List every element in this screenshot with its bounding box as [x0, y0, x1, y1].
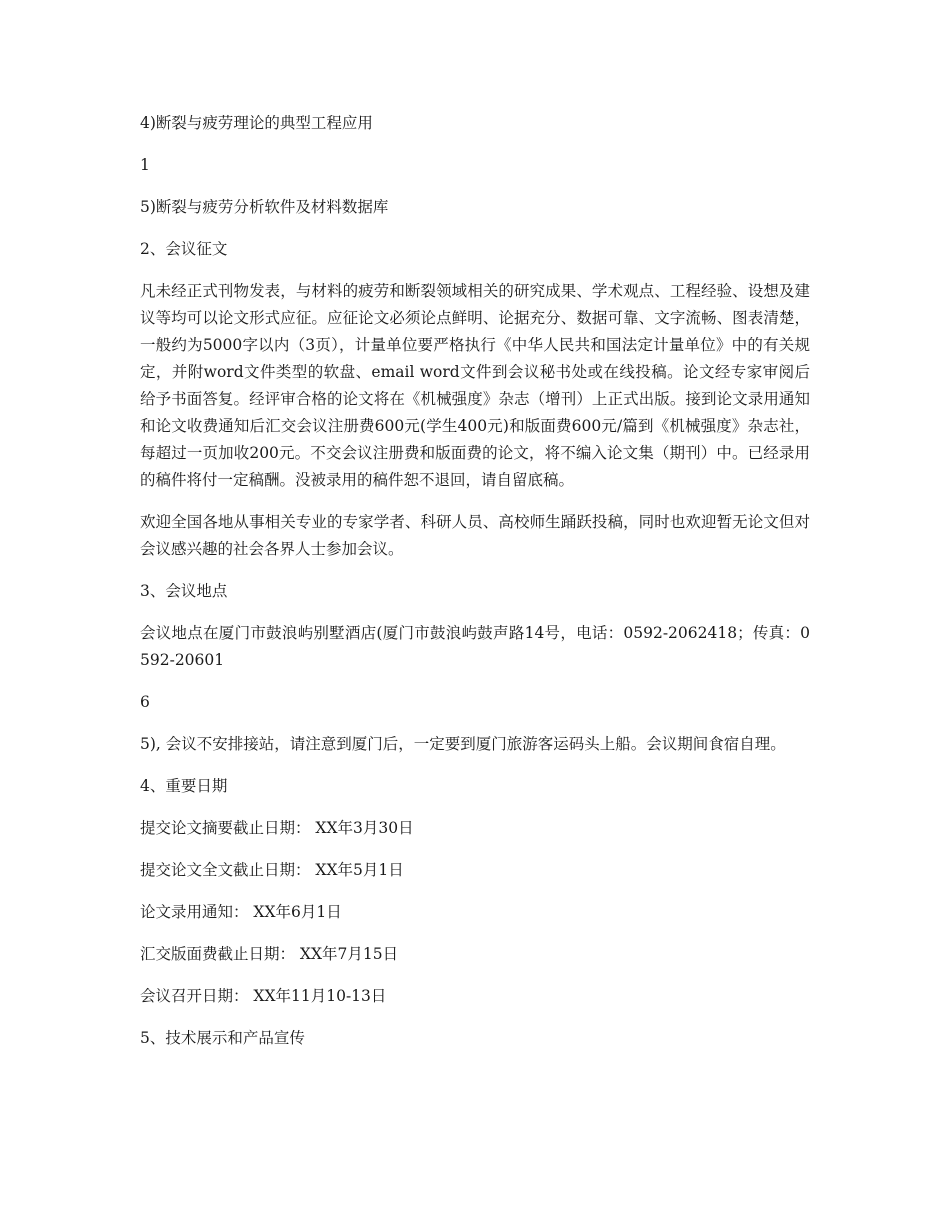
- section-heading-exhibition: 5、技术展示和产品宣传: [140, 1029, 305, 1047]
- section-heading-call-for-papers: 2、会议征文: [140, 240, 228, 258]
- section-heading-venue: 3、会议地点: [140, 582, 228, 600]
- transport-note: 5), 会议不安排接站，请注意到厦门后，一定要到厦门旅游客运码头上船。会议期间食宿自理。: [140, 735, 786, 753]
- page-number-1: 1: [140, 156, 150, 174]
- list-item-fracture-applications: 4)断裂与疲劳理论的典型工程应用: [140, 114, 373, 132]
- list-item-software-database: 5)断裂与疲劳分析软件及材料数据库: [140, 198, 389, 216]
- date-conference: 会议召开日期： XX年11月10-13日: [140, 987, 387, 1005]
- date-abstract-deadline: 提交论文摘要截止日期： XX年3月30日: [140, 819, 414, 837]
- date-acceptance-notice: 论文录用通知： XX年6月1日: [140, 903, 342, 921]
- call-for-papers-body: 凡未经正式刊物发表，与材料的疲劳和断裂领域相关的研究成果、学术观点、工程经验、设想及建议等均可以论文形式应征。应征论文必须论点鲜明、论据充分、数据可靠、文字流畅、图表清楚，一般约为5000字以内（3页），计量单位要严格执行《中华人民共和国法定计量单位》中的有关规定，并附word文件类型的软盘、email word文件到会议秘书处或在线投稿。论文经专家审阅后给予书面答复。经评审合格的论文将在《机械强度》杂志（增刊）上正式出版。接到论文录用通知和论文收费通知后汇交会议注册费600元(学生400元)和版面费600元/篇到《机械强度》杂志社，每超过一页加收200元。不交会议注册费和版面费的论文，将不编入论文集（期刊）中。已经录用的稿件将付一定稿酬。没被录用的稿件恕不退回，请自留底稿。: [140, 282, 810, 489]
- date-fee-deadline: 汇交版面费截止日期： XX年7月15日: [140, 945, 399, 963]
- section-heading-important-dates: 4、重要日期: [140, 777, 228, 795]
- page-number-6: 6: [140, 693, 150, 711]
- venue-body: 会议地点在厦门市鼓浪屿别墅酒店(厦门市鼓浪屿鼓声路14号，电话：0592-2062418；传真：0592-20601: [140, 624, 810, 669]
- welcome-paragraph: 欢迎全国各地从事相关专业的专家学者、科研人员、高校师生踊跃投稿，同时也欢迎暂无论文但对会议感兴趣的社会各界人士参加会议。: [140, 513, 810, 558]
- document-page: [140, 110, 810, 1067]
- date-full-paper-deadline: 提交论文全文截止日期： XX年5月1日: [140, 861, 404, 879]
